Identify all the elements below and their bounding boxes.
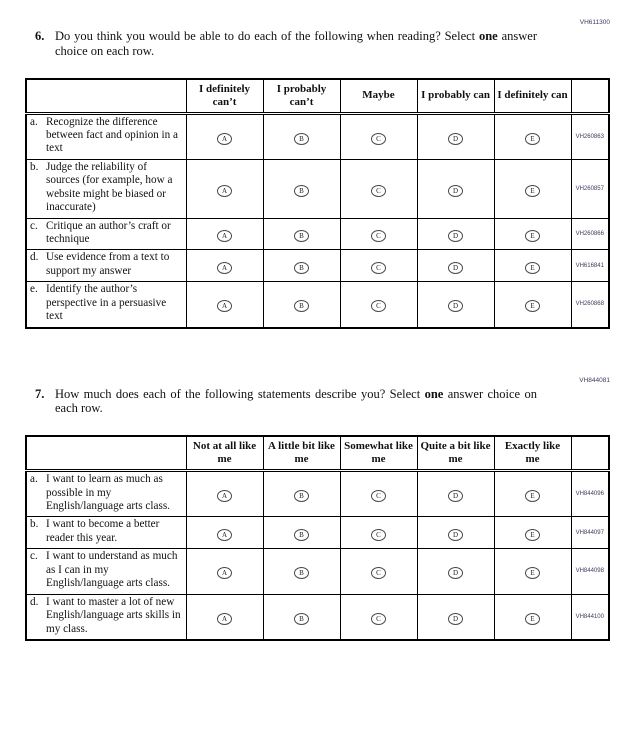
answer-cell bbox=[186, 594, 263, 640]
answer-bubble[interactable]: D bbox=[448, 133, 463, 145]
answer-cell bbox=[263, 517, 340, 549]
answer-bubble[interactable]: E bbox=[525, 133, 540, 145]
answer-cell bbox=[340, 517, 417, 549]
question-7-form-code: VH844081 bbox=[579, 376, 610, 384]
answer-bubble[interactable]: E bbox=[525, 490, 540, 502]
answer-bubble[interactable]: D bbox=[448, 300, 463, 312]
question-6-section bbox=[0, 0, 632, 329]
answer-cell bbox=[494, 159, 571, 218]
answer-bubble[interactable]: D bbox=[448, 230, 463, 242]
answer-cell bbox=[340, 282, 417, 328]
answer-cell bbox=[263, 159, 340, 218]
answer-bubble[interactable]: B bbox=[294, 230, 309, 242]
answer-cell bbox=[186, 517, 263, 549]
question-6-form-code: VH611300 bbox=[579, 19, 610, 26]
answer-bubble[interactable]: D bbox=[448, 490, 463, 502]
answer-bubble[interactable]: B bbox=[294, 262, 309, 274]
answer-bubble[interactable]: A bbox=[217, 230, 232, 242]
answer-cell bbox=[263, 113, 340, 159]
answer-bubble[interactable]: D bbox=[448, 567, 463, 579]
column-header: Somewhat like me bbox=[340, 436, 417, 471]
answer-bubble[interactable]: D bbox=[448, 185, 463, 197]
answer-cell bbox=[340, 250, 417, 282]
answer-bubble[interactable]: E bbox=[525, 262, 540, 274]
answer-bubble[interactable]: E bbox=[525, 613, 540, 625]
answer-bubble[interactable]: C bbox=[371, 567, 386, 579]
answer-cell bbox=[417, 250, 494, 282]
answer-cell bbox=[494, 594, 571, 640]
row-label: a. I want to learn as much as possible in my English/language arts class. bbox=[26, 471, 186, 517]
answer-bubble[interactable]: A bbox=[217, 529, 232, 541]
answer-cell bbox=[340, 113, 417, 159]
answer-bubble[interactable]: A bbox=[217, 300, 232, 312]
answer-cell bbox=[417, 471, 494, 517]
q6-row-b bbox=[26, 159, 609, 218]
answer-bubble[interactable]: D bbox=[448, 613, 463, 625]
answer-bubble[interactable]: C bbox=[371, 133, 386, 145]
q6-row-e bbox=[26, 282, 609, 328]
question-7-number: 7. bbox=[35, 386, 45, 401]
column-header: Quite a bit like me bbox=[417, 436, 494, 471]
answer-bubble[interactable]: C bbox=[371, 230, 386, 242]
row-label: c. Critique an author’s craft or technique bbox=[26, 218, 186, 250]
answer-cell bbox=[263, 218, 340, 250]
q7-row-d bbox=[26, 594, 609, 640]
answer-bubble[interactable]: E bbox=[525, 529, 540, 541]
code-column-header bbox=[571, 436, 609, 471]
answer-bubble[interactable]: B bbox=[294, 567, 309, 579]
answer-cell bbox=[340, 218, 417, 250]
answer-cell bbox=[186, 113, 263, 159]
answer-cell bbox=[417, 282, 494, 328]
answer-cell bbox=[186, 471, 263, 517]
answer-bubble[interactable]: B bbox=[294, 185, 309, 197]
answer-bubble[interactable]: C bbox=[371, 490, 386, 502]
answer-cell bbox=[186, 250, 263, 282]
question-7-body: How much does each of the following statements describe you? Select one answer choice on each row. bbox=[55, 386, 537, 416]
q6-header-row bbox=[26, 79, 609, 114]
row-label-column-header bbox=[26, 79, 186, 114]
answer-bubble[interactable]: B bbox=[294, 133, 309, 145]
row-label: b. I want to become a better reader this year. bbox=[26, 517, 186, 549]
answer-bubble[interactable]: C bbox=[371, 300, 386, 312]
column-header: A little bit like me bbox=[263, 436, 340, 471]
column-header: Maybe bbox=[340, 79, 417, 114]
answer-cell bbox=[340, 159, 417, 218]
column-header: I probably can’t bbox=[263, 79, 340, 114]
answer-bubble[interactable]: B bbox=[294, 490, 309, 502]
row-label: d. Use evidence from a text to support my answer bbox=[26, 250, 186, 282]
q6-row-a bbox=[26, 113, 609, 159]
answer-cell bbox=[340, 594, 417, 640]
row-label: c. I want to understand as much as I can in my English/language arts class. bbox=[26, 549, 186, 594]
row-label: e. Identify the author’s perspective in a persuasive text bbox=[26, 282, 186, 328]
bold-word: one bbox=[424, 386, 444, 401]
answer-cell bbox=[494, 549, 571, 594]
answer-bubble[interactable]: A bbox=[217, 567, 232, 579]
answer-bubble[interactable]: B bbox=[294, 300, 309, 312]
answer-cell bbox=[417, 549, 494, 594]
item-code: VH844097 bbox=[571, 517, 609, 549]
question-7-section bbox=[0, 377, 632, 641]
answer-bubble[interactable]: A bbox=[217, 613, 232, 625]
answer-cell bbox=[263, 549, 340, 594]
q6-response-table bbox=[25, 78, 610, 329]
answer-bubble[interactable]: C bbox=[371, 529, 386, 541]
q7-header-row bbox=[26, 436, 609, 471]
answer-cell bbox=[417, 159, 494, 218]
answer-cell bbox=[494, 250, 571, 282]
question-6-body: Do you think you would be able to do each of the following when reading? Select one answer choice on each row. bbox=[55, 29, 537, 58]
answer-bubble[interactable]: D bbox=[448, 529, 463, 541]
row-label: a. Recognize the difference between fact and opinion in a text bbox=[26, 113, 186, 159]
item-code: VH260866 bbox=[571, 218, 609, 250]
answer-bubble[interactable]: A bbox=[217, 490, 232, 502]
answer-cell bbox=[263, 594, 340, 640]
q6-row-d bbox=[26, 250, 609, 282]
row-label-column-header bbox=[26, 436, 186, 471]
answer-bubble[interactable]: E bbox=[525, 230, 540, 242]
item-code: VH844100 bbox=[571, 594, 609, 640]
column-header: I definitely can bbox=[494, 79, 571, 114]
answer-cell bbox=[340, 471, 417, 517]
answer-bubble[interactable]: B bbox=[294, 613, 309, 625]
item-code: VH844096 bbox=[571, 471, 609, 517]
item-code: VH616841 bbox=[571, 250, 609, 282]
answer-bubble[interactable]: A bbox=[217, 185, 232, 197]
column-header: Not at all like me bbox=[186, 436, 263, 471]
answer-cell bbox=[494, 471, 571, 517]
answer-cell bbox=[186, 159, 263, 218]
answer-cell bbox=[494, 113, 571, 159]
answer-cell bbox=[340, 549, 417, 594]
answer-cell bbox=[263, 282, 340, 328]
answer-bubble[interactable]: E bbox=[525, 185, 540, 197]
answer-cell bbox=[494, 282, 571, 328]
item-code: VH844098 bbox=[571, 549, 609, 594]
answer-cell bbox=[417, 113, 494, 159]
answer-bubble[interactable]: E bbox=[525, 300, 540, 312]
q7-row-b bbox=[26, 517, 609, 549]
column-header: I definitely can’t bbox=[186, 79, 263, 114]
question-6-text bbox=[35, 29, 632, 59]
code-column-header bbox=[571, 79, 609, 114]
answer-bubble[interactable]: B bbox=[294, 529, 309, 541]
q6-row-c bbox=[26, 218, 609, 250]
question-6-number: 6. bbox=[35, 29, 45, 43]
answer-cell bbox=[186, 218, 263, 250]
answer-cell bbox=[417, 517, 494, 549]
column-header: Exactly like me bbox=[494, 436, 571, 471]
answer-cell bbox=[494, 218, 571, 250]
q7-row-c bbox=[26, 549, 609, 594]
row-label: b. Judge the reliability of sources (for example, how a website might be biased or inaccurate) bbox=[26, 159, 186, 218]
item-code: VH260857 bbox=[571, 159, 609, 218]
answer-bubble[interactable]: C bbox=[371, 185, 386, 197]
answer-bubble[interactable]: A bbox=[217, 262, 232, 274]
answer-cell bbox=[417, 218, 494, 250]
answer-cell bbox=[417, 594, 494, 640]
question-7-text bbox=[35, 387, 632, 417]
answer-cell bbox=[263, 250, 340, 282]
row-label: d. I want to master a lot of new English/language arts skills in my class. bbox=[26, 594, 186, 640]
q7-response-table bbox=[25, 435, 610, 641]
answer-bubble[interactable]: C bbox=[371, 262, 386, 274]
answer-cell bbox=[186, 282, 263, 328]
answer-cell bbox=[263, 471, 340, 517]
answer-cell bbox=[186, 549, 263, 594]
column-header: I probably can bbox=[417, 79, 494, 114]
item-code: VH260868 bbox=[571, 282, 609, 328]
answer-bubble[interactable]: C bbox=[371, 613, 386, 625]
bold-word: one bbox=[478, 29, 498, 43]
answer-bubble[interactable]: A bbox=[217, 133, 232, 145]
answer-cell bbox=[494, 517, 571, 549]
answer-bubble[interactable]: E bbox=[525, 567, 540, 579]
answer-bubble[interactable]: D bbox=[448, 262, 463, 274]
item-code: VH260863 bbox=[571, 113, 609, 159]
q7-row-a bbox=[26, 471, 609, 517]
